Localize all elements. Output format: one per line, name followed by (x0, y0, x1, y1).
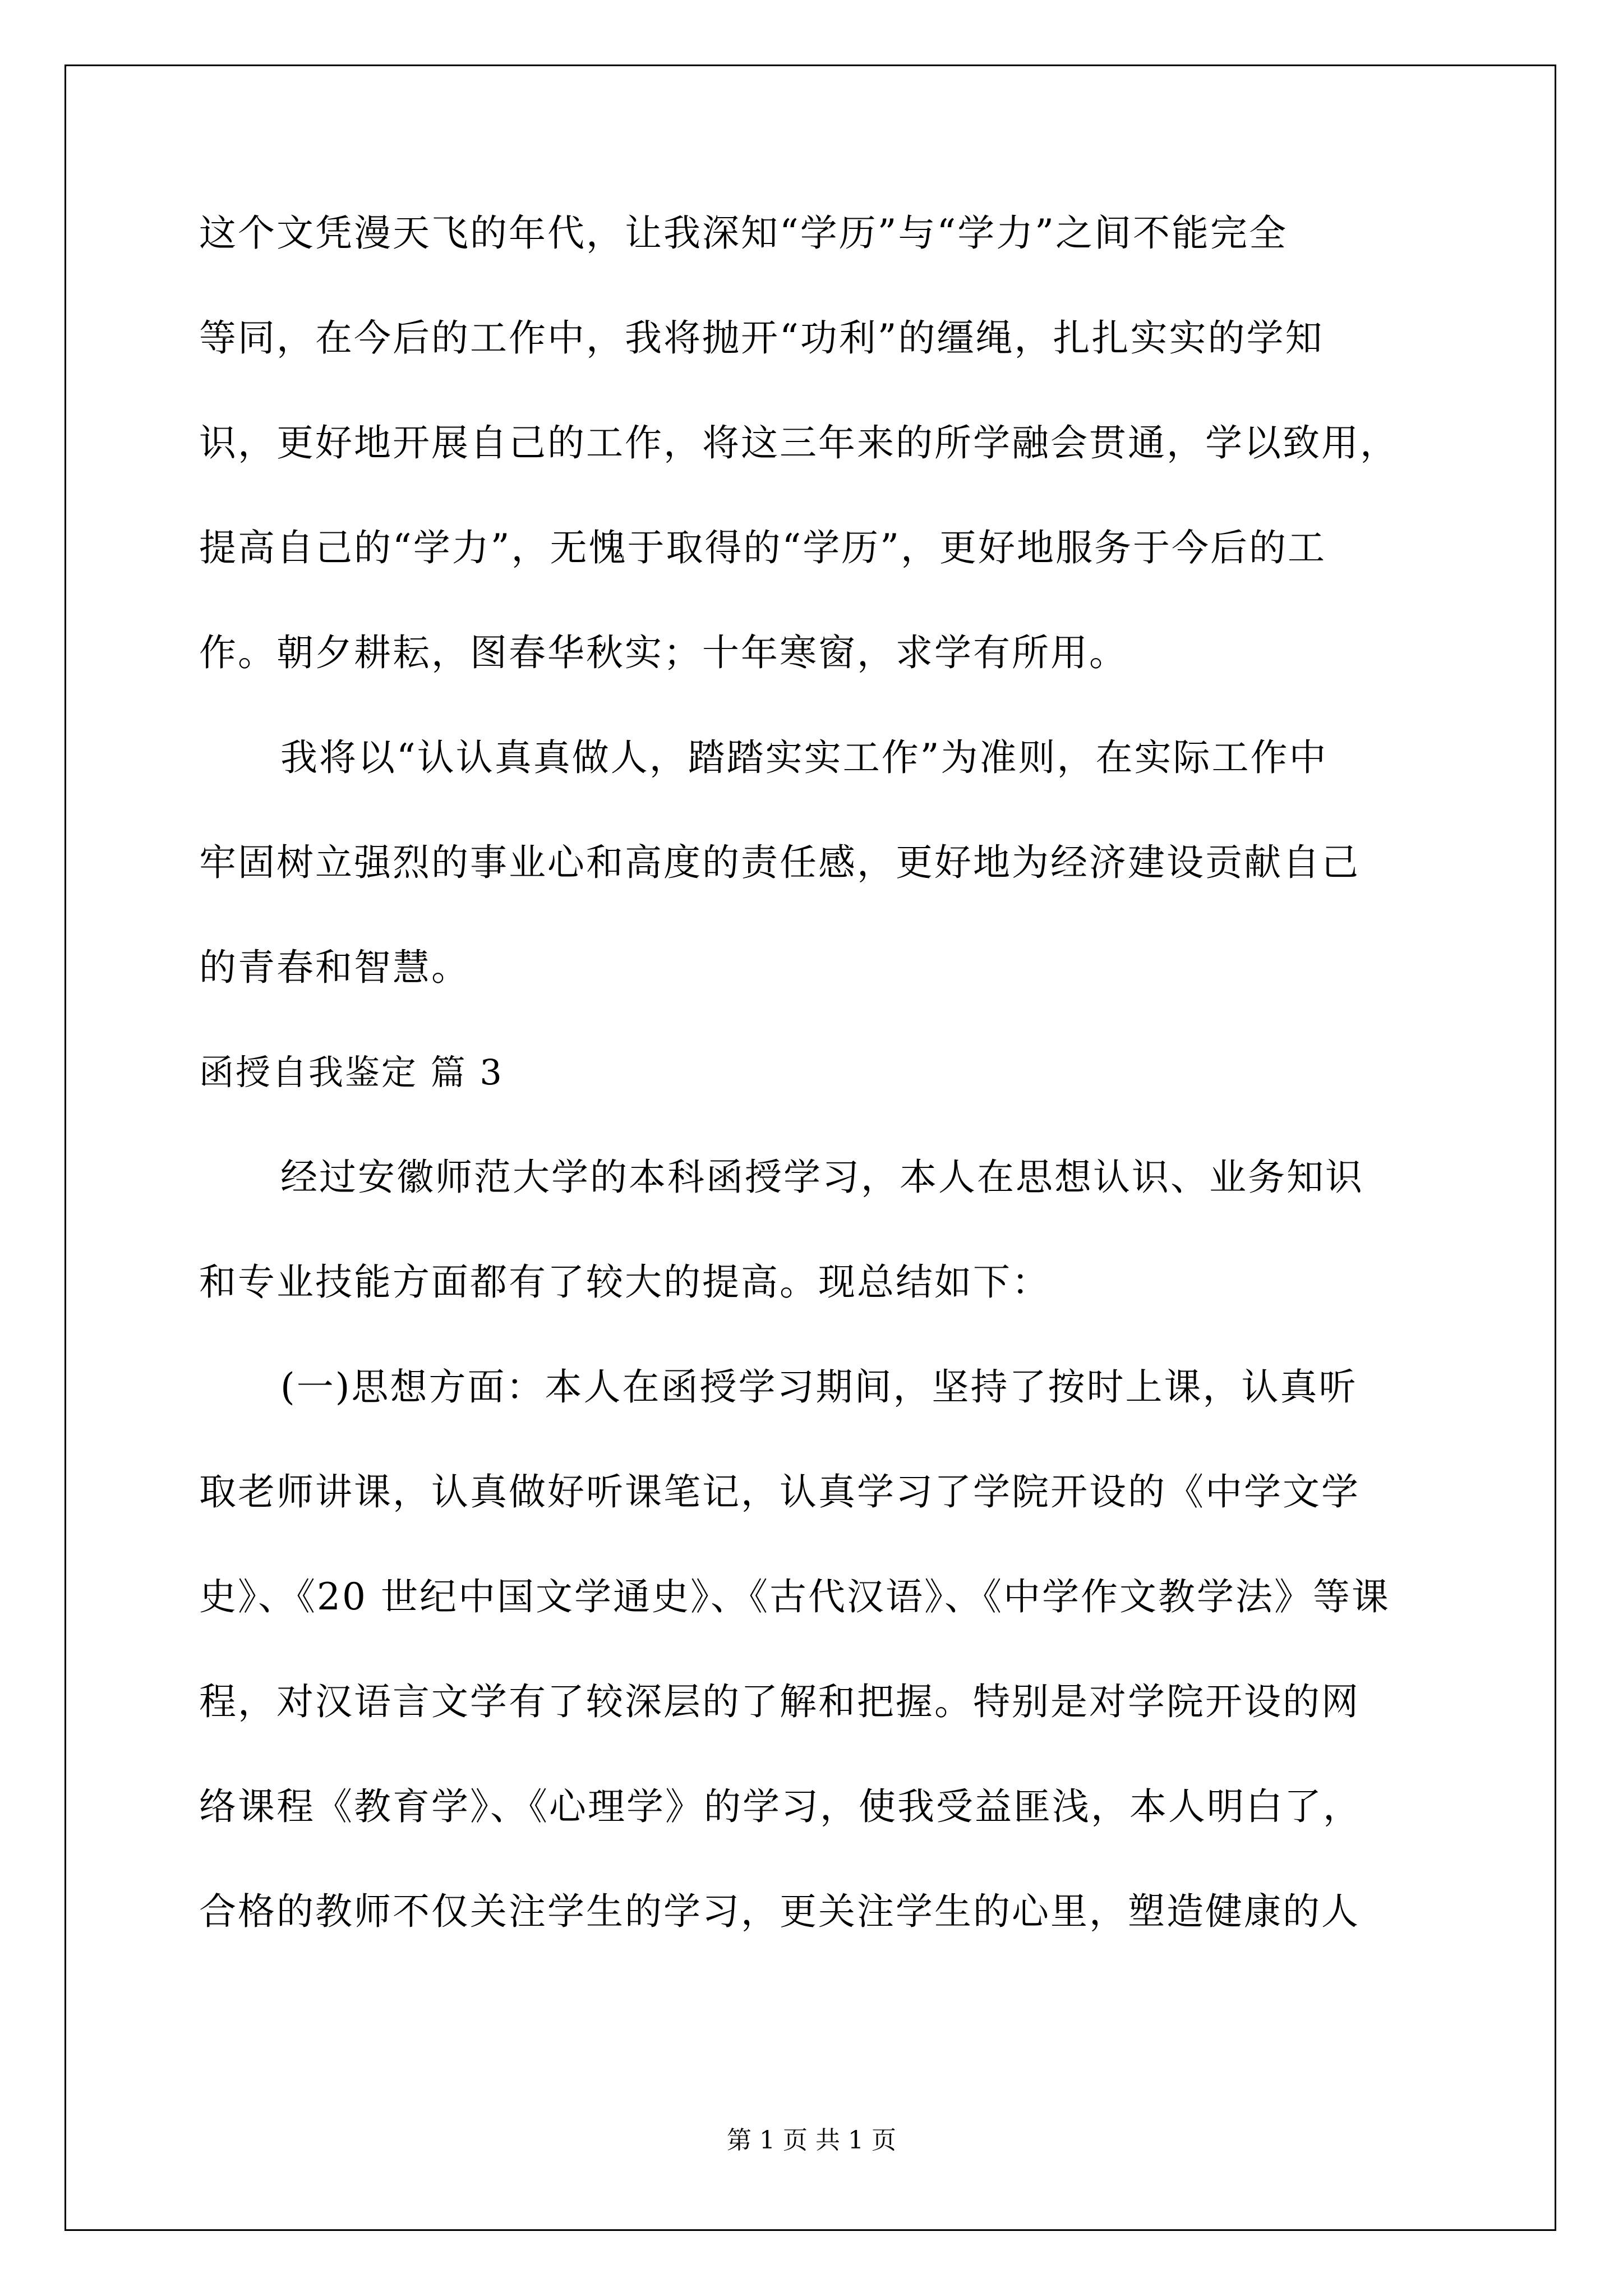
section-heading: 函授自我鉴定 篇 3 (199, 1052, 504, 1093)
text-line: 我将以“认认真真做人，踏踏实实工作”为准则，在实际工作中 (280, 736, 1328, 779)
text-line: 取老师讲课，认真做好听课笔记，认真学习了学院开设的《中学文学 (199, 1470, 1360, 1513)
text-line: 作。朝夕耕耘，图春华秋实；十年寒窗，求学有所用。 (199, 631, 1128, 674)
text-line: 经过安徽师范大学的本科函授学习，本人在思想认识、业务知识 (280, 1156, 1364, 1199)
text-line: 牢固树立强烈的事业心和高度的责任感，更好地为经济建设贡献自己 (199, 841, 1360, 884)
text-line: 程，对汉语言文学有了较深层的了解和把握。特别是对学院开设的网 (199, 1680, 1360, 1723)
text-line: 提高自己的“学力”，无愧于取得的“学历”，更好地服务于今后的工 (199, 526, 1326, 569)
page-footer: 第 1 页 共 1 页 (727, 2126, 896, 2155)
text-line: 等同，在今后的工作中，我将抛开“功利”的缰绳，扎扎实实的学知 (199, 316, 1324, 360)
text-line: 络课程《教育学》、《心理学》的学习，使我受益匪浅，本人明白了， (199, 1785, 1362, 1828)
text-line: (一)思想方面：本人在函授学习期间，坚持了按时上课，认真听 (280, 1365, 1358, 1409)
text-line: 识，更好地开展自己的工作，将这三年来的所学融会贯通，学以致用， (199, 421, 1399, 464)
document-body (199, 208, 1433, 1938)
text-line: 这个文凭漫天飞的年代，让我深知“学历”与“学力”之间不能完全 (199, 211, 1288, 255)
text-line: 和专业技能方面都有了较大的提高。现总结如下： (199, 1260, 1050, 1304)
text-line: 的青春和智慧。 (199, 946, 470, 989)
text-line: 史》、《20 世纪中国文学通史》、《古代汉语》、《中学作文教学法》等课 (199, 1575, 1390, 1618)
text-line: 合格的教师不仅关注学生的学习，更关注学生的心里，塑造健康的人 (199, 1890, 1360, 1933)
